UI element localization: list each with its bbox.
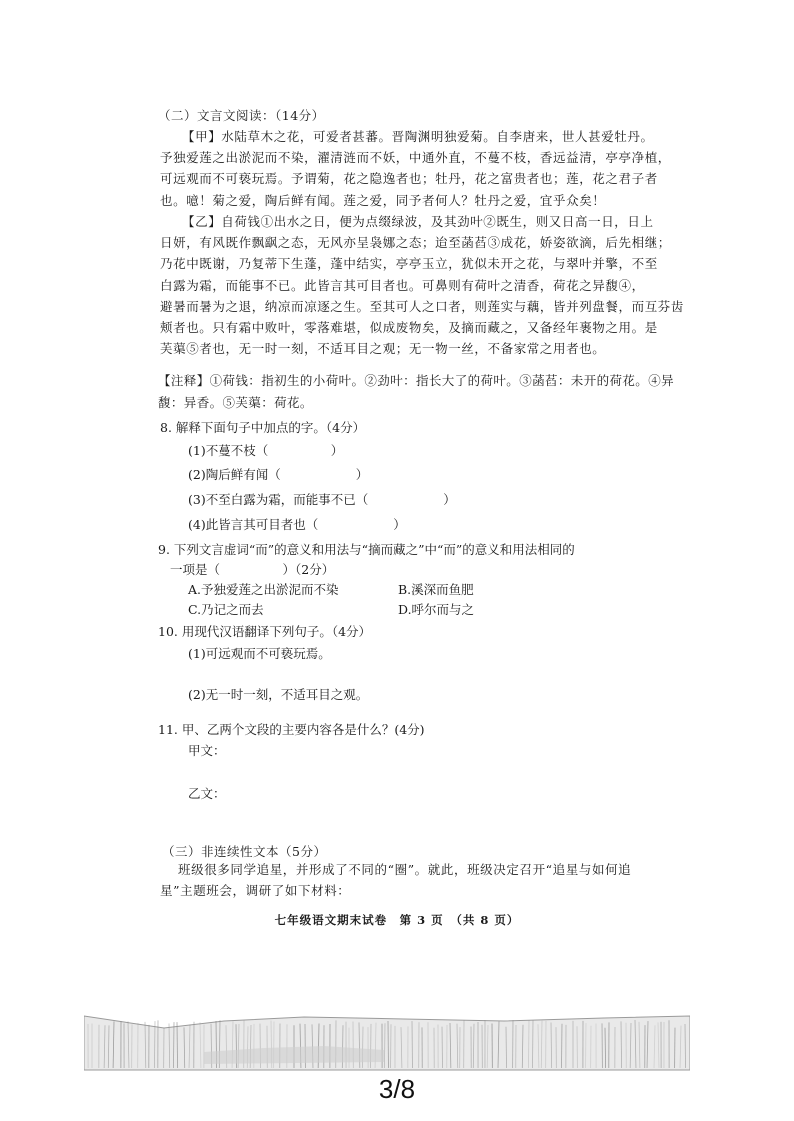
question-11 xyxy=(158,720,678,804)
scan-texture-line xyxy=(384,1023,385,1068)
choice-b[interactable]: B.溪深而鱼肥 xyxy=(398,582,474,597)
passage-b-line: 【乙】自荷钱①出水之日，便为点缀绿波，及其劲叶②既生，则又日高一日，日上 xyxy=(182,214,654,229)
scan-texture-line xyxy=(173,1022,174,1068)
passage-b-line: 颊者也。只有霜中败叶，零落难堪，似成废物矣，及摘而藏之，又备经年裹物之用。是 xyxy=(160,319,658,335)
nonlinear-line: 星”主题班会，调研了如下材料： xyxy=(160,883,351,899)
section-title-classical: （二）文言文阅读：（14分） xyxy=(158,108,325,123)
page-number: 3/8 xyxy=(378,1074,416,1104)
question-8-item: (3)不至白露为霜，而能事不已（ ） xyxy=(188,492,456,507)
section-title-nonlinear: （三）非连续性文本（5分） xyxy=(162,844,327,859)
passage-b-line: 避暑而暑为之退，纳凉而凉逐之生。至其可人之口者，则莲实与藕，皆并列盘餐，而互芬齿 xyxy=(160,298,685,314)
passage-a-line: 也。噫！菊之爱，陶后鲜有闻。莲之爱，同予者何人？牡丹之爱，宜乎众矣！ xyxy=(160,192,606,208)
question-10-stem: 10. 用现代汉语翻译下列句子。（4分） xyxy=(158,624,372,639)
question-8-item: (1)不蔓不枝（ ） xyxy=(188,443,344,458)
passage-b xyxy=(160,211,685,359)
scan-texture-line xyxy=(154,1021,155,1068)
annotation-line: 【注释】①荷钱：指初生的小荷叶。②劲叶：指长大了的荷叶。③菡萏：未开的荷花。④异 xyxy=(158,373,675,388)
choice-d[interactable]: D.呼尔而与之 xyxy=(398,602,475,617)
question-9-stem-cont: 一项是（ ）（2分） xyxy=(170,562,335,577)
passage-a-line: 【甲】水陆草木之花，可爱者甚蕃。晋陶渊明独爱菊。自李唐来，世人甚爱牡丹。 xyxy=(182,129,654,144)
annotation-line: 馥：异香。⑤芙蕖：荷花。 xyxy=(158,394,313,410)
question-11-label-a: 甲文： xyxy=(188,743,226,758)
nonlinear-intro xyxy=(160,859,680,901)
question-11-label-b: 乙文： xyxy=(188,786,226,801)
choice-c[interactable]: C.乃记之而去 xyxy=(188,602,264,617)
page-footer: 七年级语文期末试卷 第 3 页 （共 8 页） xyxy=(274,913,520,927)
annotations xyxy=(158,370,678,413)
scan-texture-line xyxy=(528,1020,529,1068)
passage-b-line: 乃花中既谢，乃复蒂下生蓬，蓬中结实，亭亭玉立，犹似未开之花，与翠叶并擎，不至 xyxy=(160,256,658,272)
scan-texture-line xyxy=(506,1027,507,1068)
question-8-item: (2)陶后鲜有闻（ ） xyxy=(188,467,369,482)
question-8-stem: 8. 解释下面句子中加点的字。（4分） xyxy=(160,420,366,435)
passage-b-line: 芙蕖⑤者也，无一时一刻，不适耳目之观；无一物一丝，不备家常之用者也。 xyxy=(160,341,606,357)
choice-a[interactable]: A.予独爱莲之出淤泥而不染 xyxy=(188,582,339,597)
nonlinear-line: 班级很多同学追星，并形成了不同的“圈”。就此，班级决定召开“追星与如何追 xyxy=(178,862,632,877)
scan-texture-line xyxy=(177,1022,178,1068)
question-10 xyxy=(158,622,678,705)
question-11-stem: 11. 甲、乙两个文段的主要内容各是什么？(4分) xyxy=(158,722,425,737)
question-10-item: (2)无一时一刻，不适耳目之观。 xyxy=(188,687,369,702)
passage-a-line: 可远观而不可亵玩焉。予谓菊，花之隐逸者也；牡丹，花之富贵者也；莲，花之君子者 xyxy=(160,171,658,187)
question-10-item: (1)可远观而不可亵玩焉。 xyxy=(188,646,331,661)
question-9-choices-row xyxy=(158,580,678,600)
passage-a xyxy=(160,126,680,211)
question-8 xyxy=(160,418,680,535)
scan-texture-line xyxy=(685,1024,686,1068)
question-8-item: (4)此皆言其可目者也（ ） xyxy=(188,517,406,532)
scan-edge-strip xyxy=(84,1012,690,1072)
question-9-choices-row xyxy=(158,600,678,620)
passage-b-line: 白露为霜，而能事不已。此皆言其可目者也。可鼻则有荷叶之清香，荷花之异馥④， xyxy=(160,277,645,293)
question-9 xyxy=(158,540,678,620)
question-9-stem: 9. 下列文言虚词“而”的意义和用法与“摘而藏之”中“而”的意义和用法相同的 xyxy=(158,542,575,557)
passage-b-line: 日妍，有风既作飘飖之态，无风亦呈袅娜之态；迨至菡萏③成花，娇姿欲滴，后先相继； xyxy=(160,235,671,251)
passage-a-line: 予独爱莲之出淤泥而不染，濯清涟而不妖，中通外直，不蔓不枝，香远益清，亭亭净植， xyxy=(160,150,671,166)
